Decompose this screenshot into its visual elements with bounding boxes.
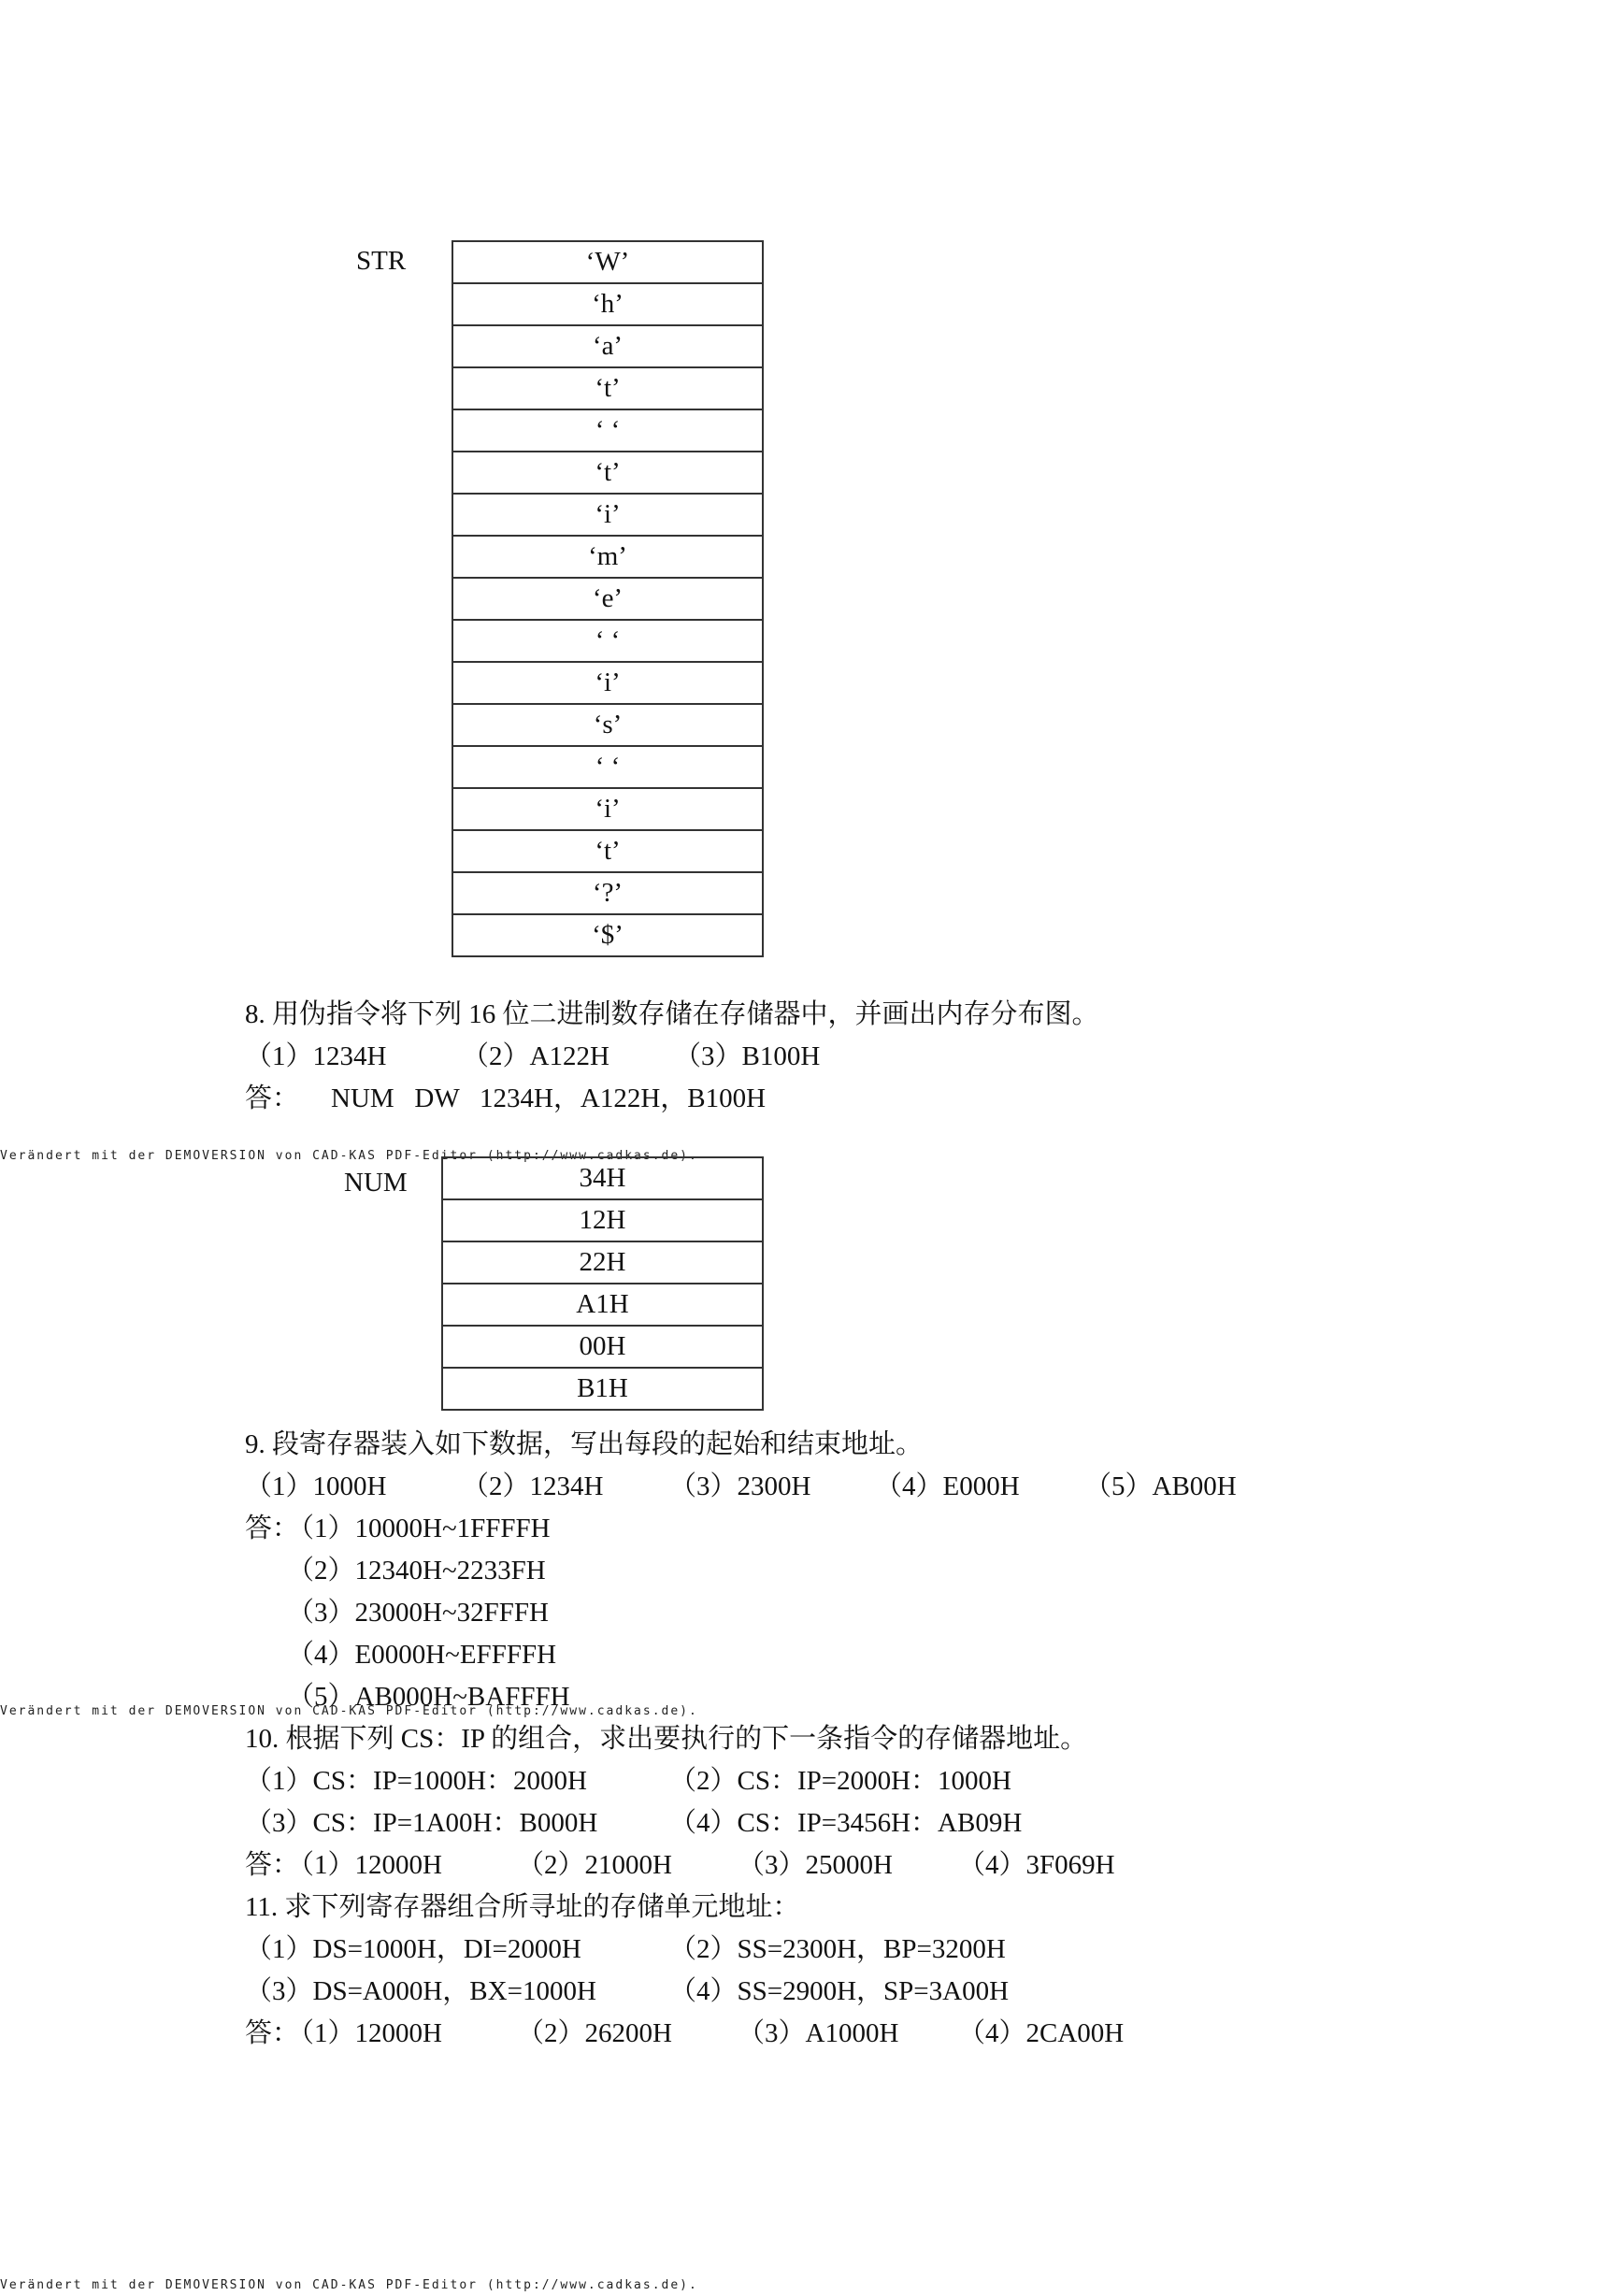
- q11-answer-prefix: 答：: [245, 2018, 300, 2048]
- q11-answer-3: （3）A1000H: [738, 2018, 899, 2048]
- memory-cell: ‘ ‘: [452, 409, 763, 452]
- watermark: Verändert mit der DEMOVERSION von CAD-KAS PDF-Editor (http://www.cadkas.de).: [0, 1704, 698, 1718]
- memory-cell: ‘i’: [452, 494, 763, 536]
- q9-answer-5: （5）AB000H~BAFFFH: [287, 1682, 570, 1712]
- str-memory-row: [452, 662, 763, 704]
- str-memory-row: [452, 704, 763, 746]
- q9-answer-2: （2）12340H~2233FH: [287, 1556, 546, 1586]
- q10-item-3: （3）CS：IP=1A00H：B000H: [245, 1808, 598, 1838]
- str-memory-row: [452, 494, 763, 536]
- q9-item-3: （3）2300H: [669, 1471, 811, 1501]
- str-memory-row: [452, 914, 763, 956]
- num-memory-row: [442, 1368, 763, 1410]
- q9-item-1: （1）1000H: [245, 1471, 387, 1501]
- memory-cell: ‘s’: [452, 704, 763, 746]
- memory-cell: ‘ ‘: [452, 746, 763, 788]
- str-memory-row: [452, 452, 763, 494]
- q9-item-4: （4）E000H: [875, 1471, 1020, 1501]
- memory-cell: 34H: [442, 1157, 763, 1199]
- str-memory-row: [452, 325, 763, 367]
- q11-item-2: （2）SS=2300H，BP=3200H: [669, 1934, 1006, 1964]
- memory-cell: ‘t’: [452, 452, 763, 494]
- q11-title: 11. 求下列寄存器组合所寻址的存储单元地址：: [245, 1892, 800, 1922]
- q11-item-3: （3）DS=A000H，BX=1000H: [245, 1976, 596, 2006]
- str-memory-row: [452, 283, 763, 325]
- memory-cell: ‘ ‘: [452, 620, 763, 662]
- memory-cell: ‘h’: [452, 283, 763, 325]
- memory-cell: ‘e’: [452, 578, 763, 620]
- q10-answer-prefix: 答：: [245, 1850, 300, 1880]
- q10-item-2: （2）CS：IP=2000H：1000H: [669, 1766, 1011, 1796]
- num-memory-row: [442, 1284, 763, 1326]
- q8-answer-text: NUM DW 1234H，A122H，B100H: [331, 1083, 767, 1113]
- memory-cell: 22H: [442, 1241, 763, 1284]
- watermark: Verändert mit der DEMOVERSION von CAD-KAS PDF-Editor (http://www.cadkas.de).: [0, 2278, 698, 2292]
- str-label: STR: [356, 246, 407, 276]
- q9-answer-1: （1）10000H~1FFFFH: [287, 1514, 551, 1543]
- q11-item-4: （4）SS=2900H，SP=3A00H: [669, 1976, 1010, 2006]
- memory-cell: ‘$’: [452, 914, 763, 956]
- q9-answer-3: （3）23000H~32FFFH: [287, 1598, 549, 1628]
- q8-item-3: （3）B100H: [674, 1041, 821, 1071]
- q11-answer-4: （4）2CA00H: [958, 2018, 1125, 2048]
- memory-cell: ‘i’: [452, 788, 763, 830]
- memory-cell: ‘t’: [452, 830, 763, 872]
- memory-cell: 00H: [442, 1326, 763, 1368]
- memory-cell: ‘m’: [452, 536, 763, 578]
- q10-item-1: （1）CS：IP=1000H：2000H: [245, 1766, 587, 1796]
- q9-answer-prefix: 答：: [245, 1514, 300, 1543]
- str-memory-row: [452, 620, 763, 662]
- q10-item-4: （4）CS：IP=3456H：AB09H: [669, 1808, 1023, 1838]
- str-memory-row: [452, 788, 763, 830]
- str-memory-row: [452, 409, 763, 452]
- q10-answer-1: （1）12000H: [287, 1850, 442, 1880]
- num-label: NUM: [344, 1168, 408, 1198]
- q10-answer-3: （3）25000H: [738, 1850, 893, 1880]
- q11-answer-2: （2）26200H: [517, 2018, 672, 2048]
- q9-item-2: （2）1234H: [462, 1471, 604, 1501]
- q9-answer-4: （4）E0000H~EFFFFH: [287, 1640, 557, 1670]
- q11-item-1: （1）DS=1000H，DI=2000H: [245, 1934, 581, 1964]
- num-memory-row: [442, 1157, 763, 1199]
- str-memory-row: [452, 872, 763, 914]
- memory-cell: ‘?’: [452, 872, 763, 914]
- q9-title: 9. 段寄存器装入如下数据，写出每段的起始和结束地址。: [245, 1429, 924, 1459]
- num-memory-table: [441, 1156, 764, 1411]
- memory-cell: ‘W’: [452, 241, 763, 283]
- q10-answer-2: （2）21000H: [517, 1850, 672, 1880]
- memory-cell: ‘a’: [452, 325, 763, 367]
- str-memory-row: [452, 241, 763, 283]
- num-memory-row: [442, 1199, 763, 1241]
- memory-cell: A1H: [442, 1284, 763, 1326]
- q8-item-1: （1）1234H: [245, 1041, 387, 1071]
- memory-cell: ‘i’: [452, 662, 763, 704]
- str-memory-row: [452, 746, 763, 788]
- str-memory-row: [452, 830, 763, 872]
- q11-answer-1: （1）12000H: [287, 2018, 442, 2048]
- str-memory-table: [452, 240, 764, 957]
- str-memory-row: [452, 367, 763, 409]
- memory-cell: 12H: [442, 1199, 763, 1241]
- q8-title: 8. 用伪指令将下列 16 位二进制数存储在存储器中，并画出内存分布图。: [245, 999, 1099, 1029]
- memory-cell: B1H: [442, 1368, 763, 1410]
- str-memory-row: [452, 536, 763, 578]
- str-memory-row: [452, 578, 763, 620]
- q9-item-5: （5）AB00H: [1084, 1471, 1237, 1501]
- num-memory-row: [442, 1326, 763, 1368]
- memory-cell: ‘t’: [452, 367, 763, 409]
- num-memory-row: [442, 1241, 763, 1284]
- q10-title: 10. 根据下列 CS：IP 的组合，求出要执行的下一条指令的存储器地址。: [245, 1724, 1088, 1754]
- watermark: Verändert mit der DEMOVERSION von CAD-KAS PDF-Editor (http://www.cadkas.de).: [0, 1149, 698, 1163]
- q8-item-2: （2）A122H: [462, 1041, 609, 1071]
- q8-answer-prefix: 答：: [245, 1083, 300, 1113]
- q10-answer-4: （4）3F069H: [958, 1850, 1115, 1880]
